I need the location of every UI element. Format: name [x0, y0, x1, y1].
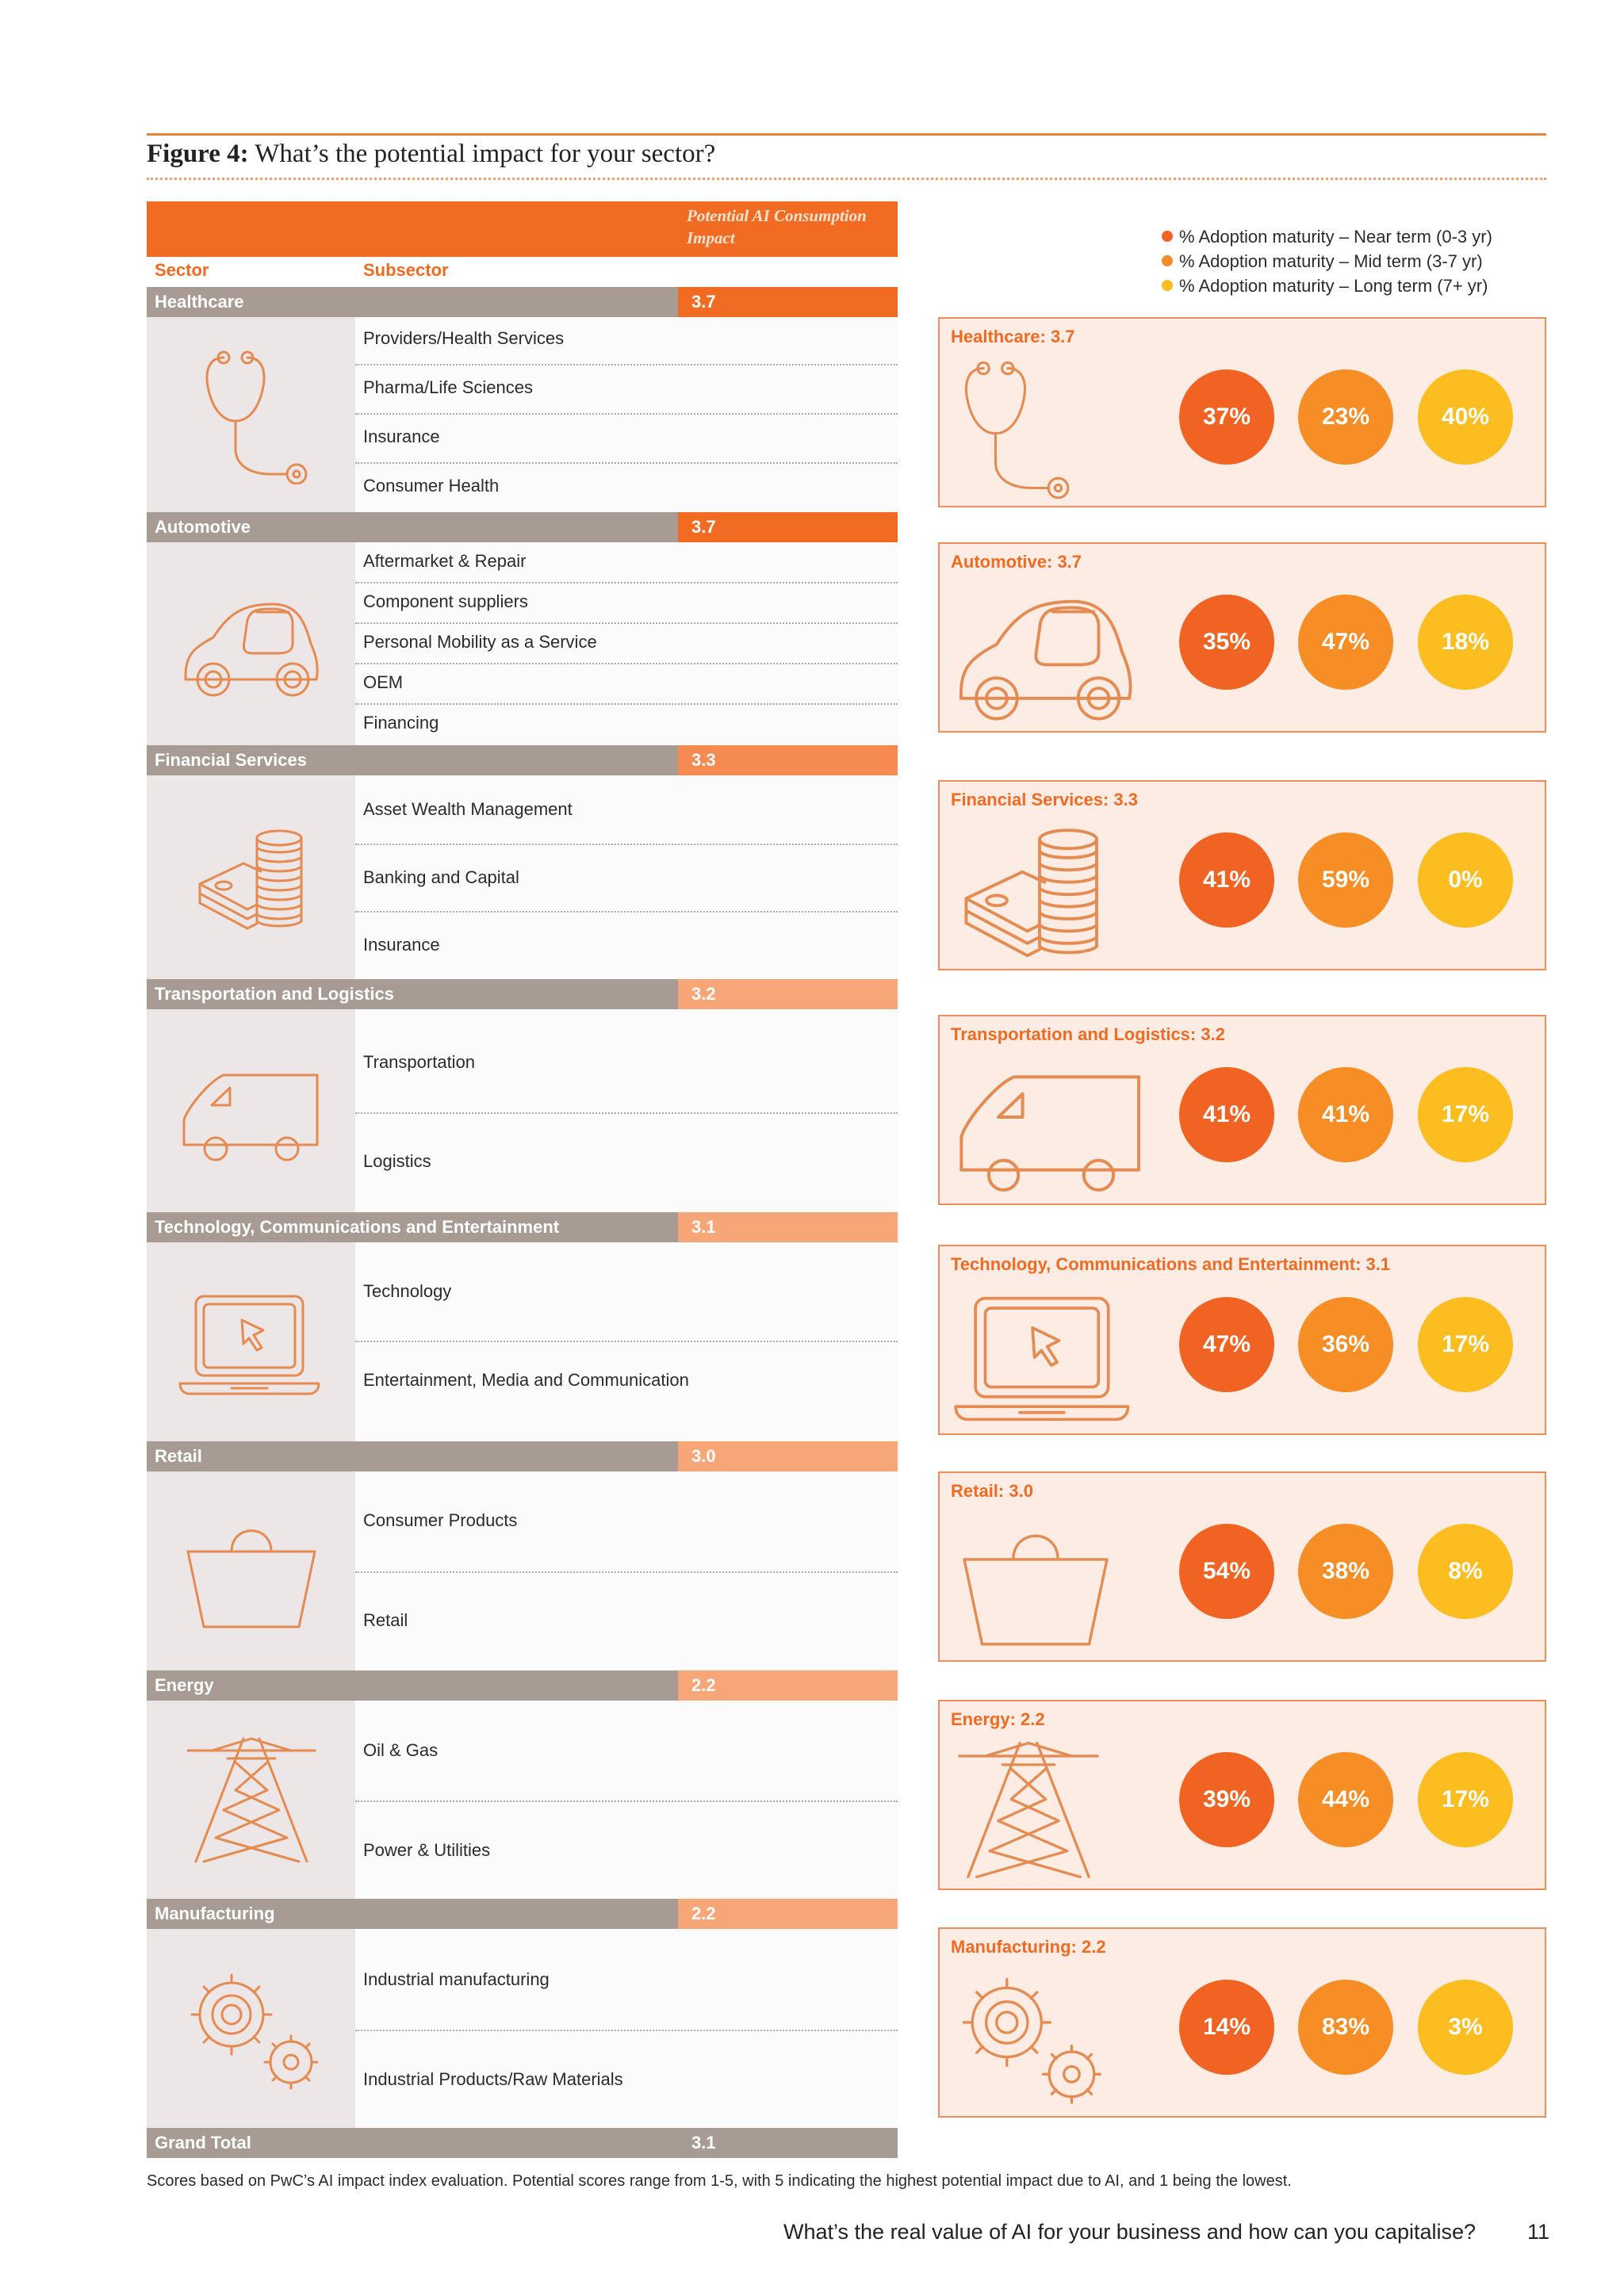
subsector-separator: [355, 911, 898, 913]
top-rule: [147, 133, 1546, 136]
subsector-separator: [355, 844, 898, 845]
mid-term-circle: 41%: [1298, 1067, 1393, 1162]
subsector-label: Consumer Products: [363, 1510, 518, 1530]
panel-healthcare: [938, 317, 1546, 507]
near-term-circle: 14%: [1179, 1980, 1274, 2075]
figure-label: Figure 4:: [147, 140, 249, 168]
figure-title: [147, 140, 715, 169]
subsector-label: Oil & Gas: [363, 1740, 439, 1760]
panel-shopping-bag-icon: [951, 1510, 1120, 1653]
panel-title: Financial Services: 3.3: [951, 790, 1139, 809]
sector-row-healthcare: [147, 287, 898, 317]
subsector-label: Technology: [363, 1281, 452, 1301]
subsector-cell: [355, 1009, 898, 1212]
subsector-separator: [355, 622, 898, 624]
subsector-label: Insurance: [363, 427, 440, 446]
sector-score: 3.3: [678, 745, 898, 775]
subsector-label: Personal Mobility as a Service: [363, 632, 597, 652]
sector-row-technology-communications-and-entertainment: [147, 1212, 898, 1242]
near-term-circle: 37%: [1179, 369, 1274, 465]
sector-score: 2.2: [678, 1670, 898, 1701]
sector-score: 3.1: [678, 1212, 898, 1242]
panel-laptop-icon: [951, 1284, 1138, 1426]
subsector-separator: [355, 663, 898, 664]
panel-automotive: [938, 542, 1546, 733]
panel-van-icon: [951, 1054, 1151, 1196]
legend-dot-long: [1162, 280, 1173, 291]
near-term-circle: 54%: [1179, 1524, 1274, 1619]
panel-power-pylon-icon: [951, 1739, 1106, 1881]
subsector-separator: [355, 413, 898, 415]
sector-column-header: Sector: [155, 260, 209, 280]
sector-name: Energy: [155, 1675, 214, 1695]
legend-label: % Adoption maturity – Near term (0-3 yr): [1179, 227, 1492, 247]
panel-technology-communications-and-entertainment: [938, 1245, 1546, 1435]
panel-coins-icon: [951, 819, 1114, 962]
long-term-circle: 8%: [1418, 1524, 1513, 1619]
subsector-label: Consumer Health: [363, 476, 500, 496]
mid-term-circle: 59%: [1298, 832, 1393, 928]
gears-icon: [180, 1963, 323, 2094]
sector-name: Technology, Communications and Entertainment: [155, 1217, 560, 1237]
subsector-label: Logistics: [363, 1151, 431, 1171]
panel-title: Manufacturing: 2.2: [951, 1937, 1106, 1957]
sector-name: Automotive: [155, 517, 251, 537]
panel-transportation-and-logistics: [938, 1015, 1546, 1205]
legend-dot-mid: [1162, 255, 1173, 266]
mid-term-circle: 47%: [1298, 595, 1393, 690]
subsector-label: Insurance: [363, 935, 440, 955]
panel-financial-services: [938, 780, 1546, 970]
subsector-separator: [355, 582, 898, 584]
legend-item-near: [1162, 227, 1492, 247]
subsector-label: Aftermarket & Repair: [363, 551, 527, 571]
sector-name: Manufacturing: [155, 1904, 275, 1923]
legend-label: % Adoption maturity – Long term (7+ yr): [1179, 276, 1488, 296]
panel-energy: [938, 1700, 1546, 1890]
impact-column-header: Potential AI Consumption Impact: [687, 206, 867, 247]
car-icon: [178, 588, 324, 699]
legend-dot-near: [1162, 231, 1173, 242]
long-term-circle: 17%: [1418, 1752, 1513, 1847]
panel-gears-icon: [951, 1966, 1106, 2109]
subsector-label: Pharma/Life Sciences: [363, 377, 533, 397]
subsector-label: OEM: [363, 672, 404, 692]
sector-row-automotive: [147, 512, 898, 542]
long-term-circle: 17%: [1418, 1297, 1513, 1392]
subsector-label: Entertainment, Media and Communication: [363, 1370, 689, 1390]
sector-score: 3.2: [678, 979, 898, 1009]
subsector-label: Transportation: [363, 1052, 476, 1072]
long-term-circle: 40%: [1418, 369, 1513, 465]
subsector-label: Asset Wealth Management: [363, 799, 573, 819]
van-icon: [176, 1058, 327, 1165]
panel-title: Technology, Communications and Entertainment: 3.1: [951, 1254, 1391, 1274]
footnote: Scores based on PwC’s AI impact index evaluation. Potential scores range from 1-5, with 5 indicating the highest potential impact due to AI, and 1 being the lowest.: [147, 2172, 1292, 2190]
legend-label: % Adoption maturity – Mid term (3-7 yr): [1179, 251, 1483, 271]
sector-row-transportation-and-logistics: [147, 979, 898, 1009]
subsector-label: Industrial Products/Raw Materials: [363, 2069, 623, 2089]
panel-title: Retail: 3.0: [951, 1481, 1033, 1501]
sector-name: Healthcare: [155, 292, 244, 312]
subsector-separator: [355, 2030, 898, 2031]
subsector-label: Power & Utilities: [363, 1840, 491, 1860]
sector-name: Retail: [155, 1446, 202, 1466]
sector-score: 3.7: [678, 287, 898, 317]
subsector-label: Retail: [363, 1610, 408, 1630]
page-footer-text: What’s the real value of AI for your business and how can you capitalise?: [783, 2220, 1477, 2244]
panel-stethoscope-icon: [951, 356, 1073, 499]
near-term-circle: 41%: [1179, 1067, 1274, 1162]
sector-name: Transportation and Logistics: [155, 984, 394, 1004]
subsector-column-header: Subsector: [363, 260, 449, 280]
sector-score: 3.7: [678, 512, 898, 542]
near-term-circle: 35%: [1179, 595, 1274, 690]
near-term-circle: 39%: [1179, 1752, 1274, 1847]
coins-icon: [188, 822, 315, 933]
long-term-circle: 3%: [1418, 1980, 1513, 2075]
grand-total-score: 3.1: [691, 2133, 716, 2152]
title-dotted-rule: [147, 178, 1546, 180]
panel-title: Energy: 2.2: [951, 1709, 1045, 1729]
subsector-label: Industrial manufacturing: [363, 1969, 550, 1989]
long-term-circle: 17%: [1418, 1067, 1513, 1162]
near-term-circle: 41%: [1179, 832, 1274, 928]
legend-item-long: [1162, 276, 1488, 297]
power-pylon-icon: [180, 1735, 323, 1866]
subsector-separator: [355, 462, 898, 464]
subsector-label: Providers/Health Services: [363, 328, 565, 348]
panel-manufacturing: [938, 1927, 1546, 2118]
panel-title: Automotive: 3.7: [951, 552, 1082, 572]
subsector-label: Component suppliers: [363, 591, 528, 611]
page-number: 11: [1527, 2220, 1550, 2244]
sector-row-energy: [147, 1670, 898, 1701]
subsector-separator: [355, 703, 898, 705]
sector-row-retail: [147, 1441, 898, 1471]
subsector-separator: [355, 364, 898, 365]
subsector-separator: [355, 1112, 898, 1114]
mid-term-circle: 83%: [1298, 1980, 1393, 2075]
mid-term-circle: 44%: [1298, 1752, 1393, 1847]
sector-row-financial-services: [147, 745, 898, 775]
panel-retail: [938, 1471, 1546, 1662]
subsector-cell: [355, 1929, 898, 2128]
sector-score: 2.2: [678, 1899, 898, 1929]
panel-car-icon: [951, 581, 1139, 724]
subsector-cell: [355, 1701, 898, 1899]
subsector-separator: [355, 1571, 898, 1573]
stethoscope-icon: [192, 346, 311, 484]
legend-item-mid: [1162, 251, 1483, 272]
panel-title: Transportation and Logistics: 3.2: [951, 1024, 1225, 1044]
shopping-bag-icon: [176, 1508, 327, 1635]
panel-title: Healthcare: 3.7: [951, 327, 1075, 346]
subsector-label: Financing: [363, 713, 439, 733]
long-term-circle: 18%: [1418, 595, 1513, 690]
long-term-circle: 0%: [1418, 832, 1513, 928]
mid-term-circle: 36%: [1298, 1297, 1393, 1392]
grand-total-row: [147, 2128, 898, 2158]
subsector-separator: [355, 1800, 898, 1802]
figure-title-text: What’s the potential impact for your sector?: [255, 140, 716, 168]
laptop-icon: [176, 1284, 327, 1399]
sector-score: 3.0: [678, 1441, 898, 1471]
subsector-label: Banking and Capital: [363, 867, 519, 887]
sector-row-manufacturing: [147, 1899, 898, 1929]
near-term-circle: 47%: [1179, 1297, 1274, 1392]
mid-term-circle: 38%: [1298, 1524, 1393, 1619]
grand-total-label: Grand Total: [155, 2133, 251, 2152]
subsector-separator: [355, 1341, 898, 1342]
sector-name: Financial Services: [155, 750, 307, 770]
mid-term-circle: 23%: [1298, 369, 1393, 465]
